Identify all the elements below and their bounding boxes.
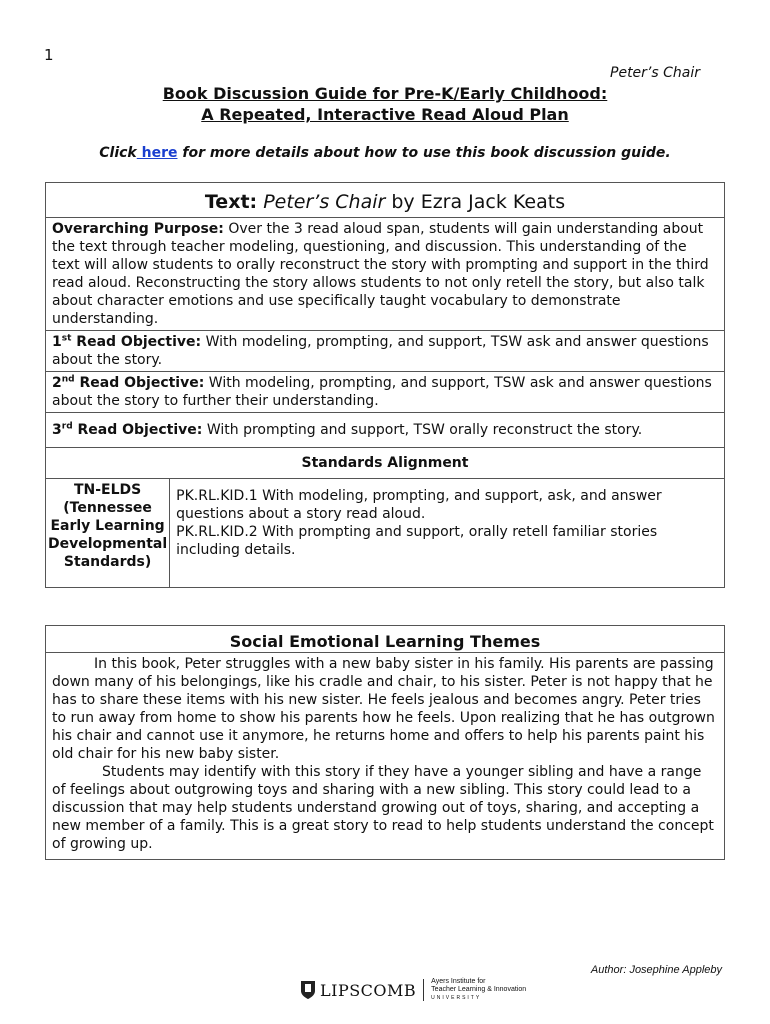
title-line-1: Book Discussion Guide for Pre-K/Early Childhood: bbox=[162, 84, 608, 103]
logo-sub-line-1: Ayers Institute for bbox=[431, 978, 486, 985]
purpose-body: Over the 3 read aloud span, students will gain understanding about the text through teacher modeling, questioning, and discussion. This understanding of the text will allow students to orally reconstruct the story with prompting and support in the third read aloud. Reconstructing the story allows students to not only retell the story, but also talk about character emotions and use specifically taught vocabulary to demonstrate understanding. bbox=[52, 221, 709, 327]
objective-sup: st bbox=[61, 333, 72, 344]
objective-body: With modeling, prompting, and support, TSW ask and answer questions about the story. bbox=[52, 334, 709, 368]
book-title: Peter’s Chair bbox=[263, 191, 386, 213]
objective-num: 2 bbox=[52, 375, 62, 391]
book-author: by Ezra Jack Keats bbox=[391, 191, 566, 213]
title-line-2: A Repeated, Interactive Read Aloud Plan bbox=[201, 105, 569, 124]
logo-divider bbox=[423, 979, 424, 1001]
tn-elds-label: TN-ELDS (Tennessee Early Learning Developmental Standards) bbox=[46, 479, 170, 588]
standards-row bbox=[46, 479, 725, 588]
lipscomb-logo bbox=[300, 978, 526, 1002]
click-suffix: for more details about how to use this book discussion guide. bbox=[177, 145, 671, 161]
click-prefix: Click bbox=[99, 145, 137, 161]
sel-paragraph-1: In this book, Peter struggles with a new baby sister in his family. His parents are passing down many of his belongings, like his cradle and chair, to his sister. Peter is not happy that he has to share these items with his new sister. He feels jealous and becomes angry. Peter tries to run away from home to show his parents how he feels. Upon realizing that he has outgrown his chair and cannot use it anymore, he returns home and offers to help his parents paint his old chair for his new baby sister. bbox=[52, 656, 715, 762]
objective-row-2 bbox=[46, 372, 725, 413]
page-number: 1 bbox=[44, 46, 54, 64]
objective-row-1 bbox=[46, 331, 725, 372]
standards-body bbox=[170, 479, 725, 588]
sel-heading: Social Emotional Learning Themes bbox=[46, 626, 725, 653]
objective-sup: rd bbox=[61, 421, 73, 432]
objective-label: Read Objective: bbox=[77, 422, 203, 438]
author-credit: Author: Josephine Appleby bbox=[590, 964, 722, 976]
logo-name: LIPSCOMB bbox=[320, 980, 417, 1000]
lesson-table bbox=[45, 182, 725, 588]
sel-heading-row bbox=[46, 626, 725, 653]
text-row bbox=[46, 183, 725, 218]
objective-body: With prompting and support, TSW orally reconstruct the story. bbox=[206, 422, 643, 438]
instructions-line bbox=[0, 145, 770, 161]
objective-label: Read Objective: bbox=[79, 375, 205, 391]
logo-subtitle bbox=[431, 978, 526, 1002]
logo-university: UNIVERSITY bbox=[431, 995, 482, 1001]
sel-paragraph-2: Students may identify with this story if they have a younger sibling and have a range of feelings about outgrowing toys and sharing with a new sibling. This story could lead to a discussion that may help students understand growing out of toys, sharing, and accepting a new member of a family. This is a great story to read to help students understand the concept of growing up. bbox=[52, 764, 714, 852]
text-label: Text: bbox=[204, 191, 258, 213]
objective-sup: nd bbox=[61, 374, 75, 385]
objective-body: With modeling, prompting, and support, TSW ask and answer questions about the story to further their understanding. bbox=[52, 375, 712, 409]
standards-heading-row bbox=[46, 448, 725, 479]
standards-heading: Standards Alignment bbox=[46, 448, 725, 479]
objective-num: 3 bbox=[52, 422, 62, 438]
running-header: Peter’s Chair bbox=[610, 65, 700, 81]
objective-label: Read Objective: bbox=[76, 334, 202, 350]
purpose-row bbox=[46, 218, 725, 331]
lipscomb-shield-icon bbox=[300, 980, 316, 1000]
objective-num: 1 bbox=[52, 334, 62, 350]
purpose-label: Overarching Purpose: bbox=[52, 221, 224, 237]
objective-row-3 bbox=[46, 413, 725, 448]
here-link[interactable]: here bbox=[136, 145, 178, 161]
sel-table bbox=[45, 625, 725, 860]
logo-sub-line-2: Teacher Learning & Innovation bbox=[431, 986, 527, 993]
standard-kid1: PK.RL.KID.1 With modeling, prompting, and support, ask, and answer questions about a story read aloud. bbox=[176, 488, 662, 522]
sel-body-row bbox=[46, 653, 725, 860]
standard-kid2: PK.RL.KID.2 With prompting and support, orally retell familiar stories including details. bbox=[176, 524, 658, 558]
